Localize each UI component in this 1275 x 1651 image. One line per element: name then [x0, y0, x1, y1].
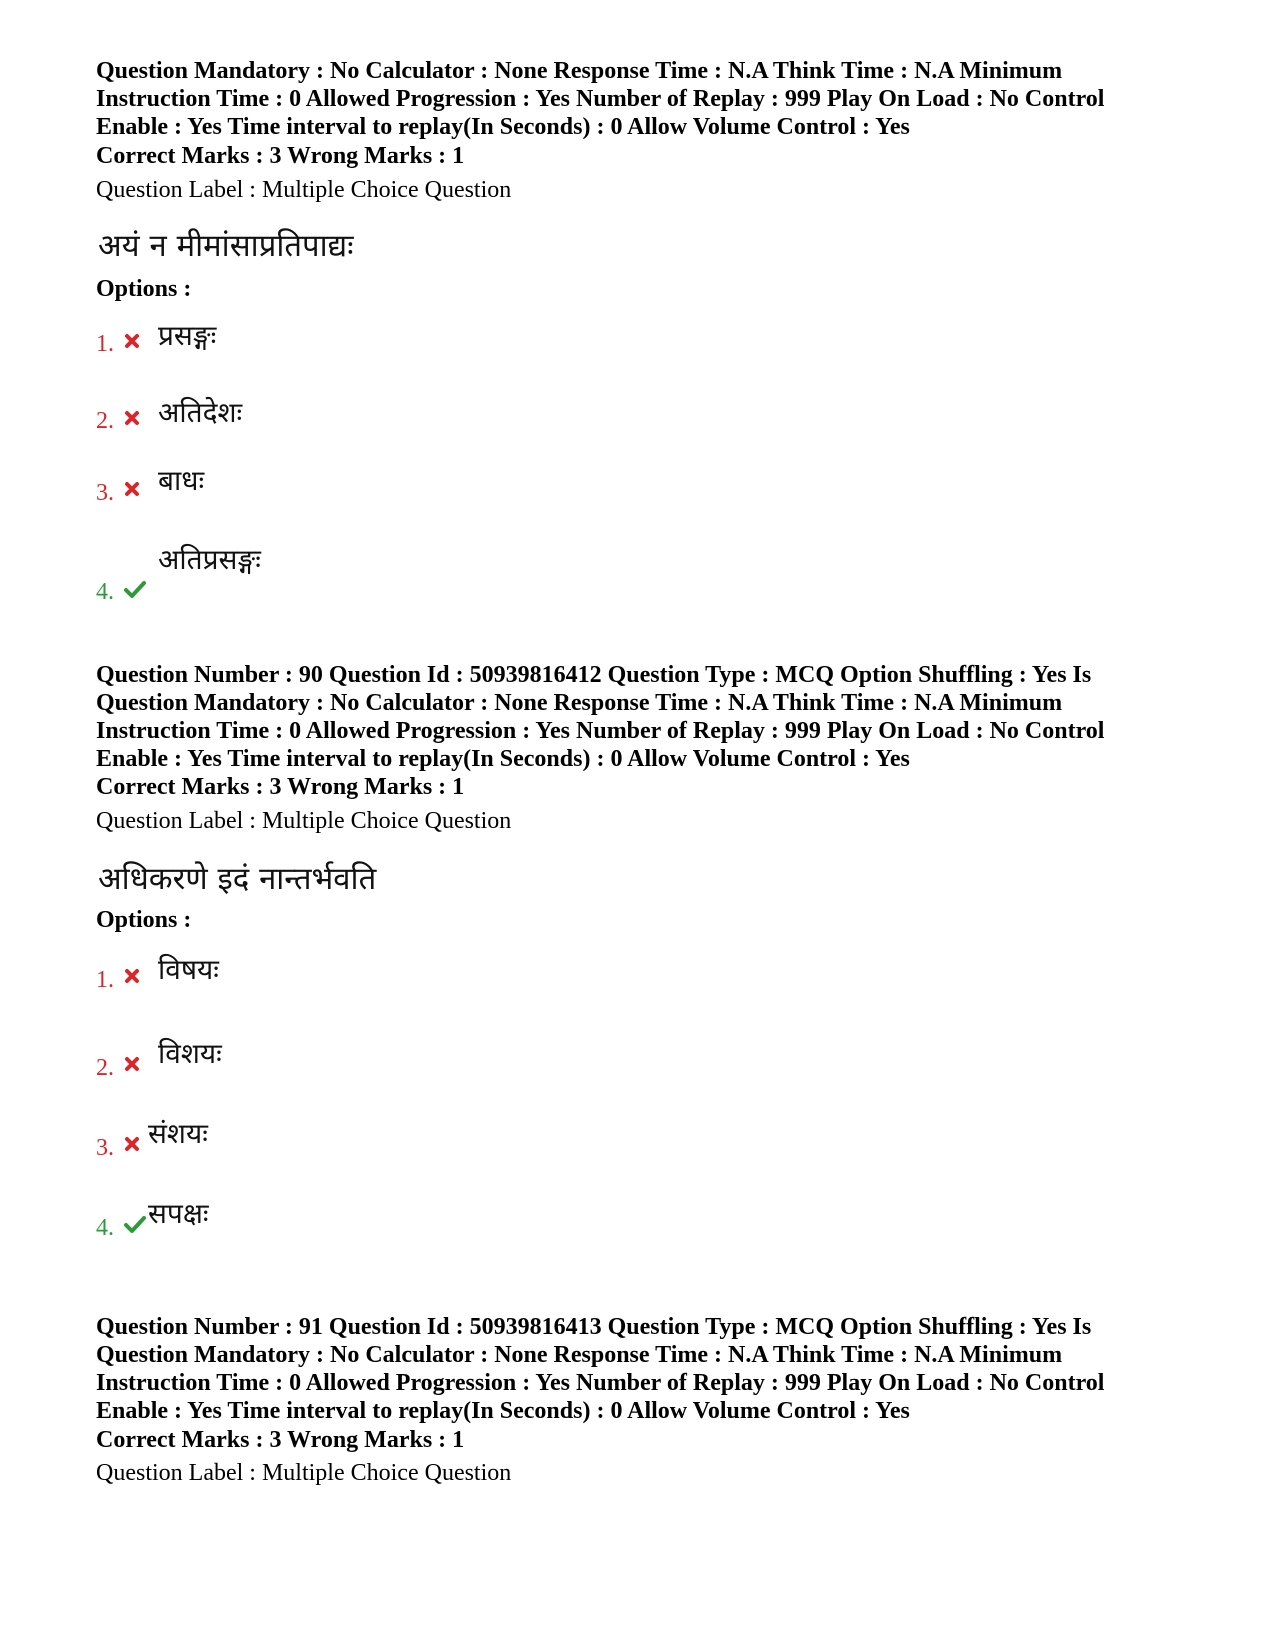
cross-icon: [123, 967, 141, 985]
option-item[interactable]: [96, 1037, 696, 1090]
meta-line: Question Mandatory : No Calculator : None Response Time : N.A Think Time : N.A Minimum: [96, 58, 1063, 84]
option-text: संशयः: [148, 1117, 208, 1150]
option-text: सपक्षः: [148, 1197, 209, 1230]
cross-icon: [123, 1055, 141, 1073]
question-label: Question Label : Multiple Choice Question: [96, 177, 512, 203]
meta-line: Question Number : 91 Question Id : 50939816413 Question Type : MCQ Option Shuffling : Yes Is: [96, 1314, 1092, 1340]
question-meta: [96, 1313, 1176, 1425]
meta-line: Enable : Yes Time interval to replay(In Seconds) : 0 Allow Volume Control : Yes: [96, 114, 910, 140]
question-text: अयं न मीमांसाप्रतिपाद्यः: [98, 228, 354, 264]
question-label: Question Label : Multiple Choice Question: [96, 808, 512, 834]
meta-line: Instruction Time : 0 Allowed Progression : Yes Number of Replay : 999 Play On Load : No Control: [96, 86, 1105, 112]
meta-line: Enable : Yes Time interval to replay(In Seconds) : 0 Allow Volume Control : Yes: [96, 746, 910, 772]
meta-line: Enable : Yes Time interval to replay(In Seconds) : 0 Allow Volume Control : Yes: [96, 1398, 910, 1424]
option-number: 4.: [96, 579, 114, 605]
option-text: विशयः: [158, 1037, 222, 1070]
option-text: बाधः: [158, 464, 205, 497]
option-text: अतिदेशः: [158, 396, 243, 429]
option-number: 1.: [96, 967, 114, 993]
marks-line: Correct Marks : 3 Wrong Marks : 1: [96, 143, 465, 169]
meta-line: Question Mandatory : No Calculator : None Response Time : N.A Think Time : N.A Minimum: [96, 1342, 1063, 1368]
meta-line: Question Number : 90 Question Id : 50939816412 Question Type : MCQ Option Shuffling : Yes Is: [96, 662, 1092, 688]
option-number: 3.: [96, 480, 114, 506]
option-item[interactable]: [96, 395, 696, 435]
option-item[interactable]: [96, 953, 696, 1002]
meta-line: Instruction Time : 0 Allowed Progression : Yes Number of Replay : 999 Play On Load : No Control: [96, 718, 1105, 744]
question-label: Question Label : Multiple Choice Question: [96, 1460, 512, 1486]
option-text: प्रसङ्गः: [158, 319, 217, 352]
options-heading: Options :: [96, 907, 192, 933]
cross-icon: [123, 409, 141, 427]
marks-line: Correct Marks : 3 Wrong Marks : 1: [96, 774, 465, 800]
option-item[interactable]: [96, 464, 696, 509]
option-number: 2.: [96, 1055, 114, 1081]
option-item[interactable]: [96, 543, 696, 605]
option-item[interactable]: [96, 1117, 696, 1170]
options-heading: Options :: [96, 276, 192, 302]
question-text: अधिकरणे इदं नान्तर्भवति: [98, 861, 377, 897]
option-number: 3.: [96, 1135, 114, 1161]
question-meta: [96, 57, 1176, 141]
marks-line: Correct Marks : 3 Wrong Marks : 1: [96, 1427, 465, 1453]
option-item[interactable]: [96, 318, 696, 358]
cross-icon: [123, 1135, 141, 1153]
check-icon: [123, 579, 147, 599]
option-number: 4.: [96, 1215, 114, 1241]
question-meta: [96, 661, 1176, 773]
meta-line: Instruction Time : 0 Allowed Progression : Yes Number of Replay : 999 Play On Load : No Control: [96, 1370, 1105, 1396]
check-icon: [123, 1214, 147, 1234]
option-number: 2.: [96, 408, 114, 434]
cross-icon: [123, 480, 141, 498]
cross-icon: [123, 332, 141, 350]
option-number: 1.: [96, 331, 114, 357]
option-text: विषयः: [158, 953, 219, 986]
meta-line: Question Mandatory : No Calculator : None Response Time : N.A Think Time : N.A Minimum: [96, 690, 1063, 716]
option-text: अतिप्रसङ्गः: [158, 543, 261, 576]
option-item[interactable]: [96, 1197, 696, 1250]
